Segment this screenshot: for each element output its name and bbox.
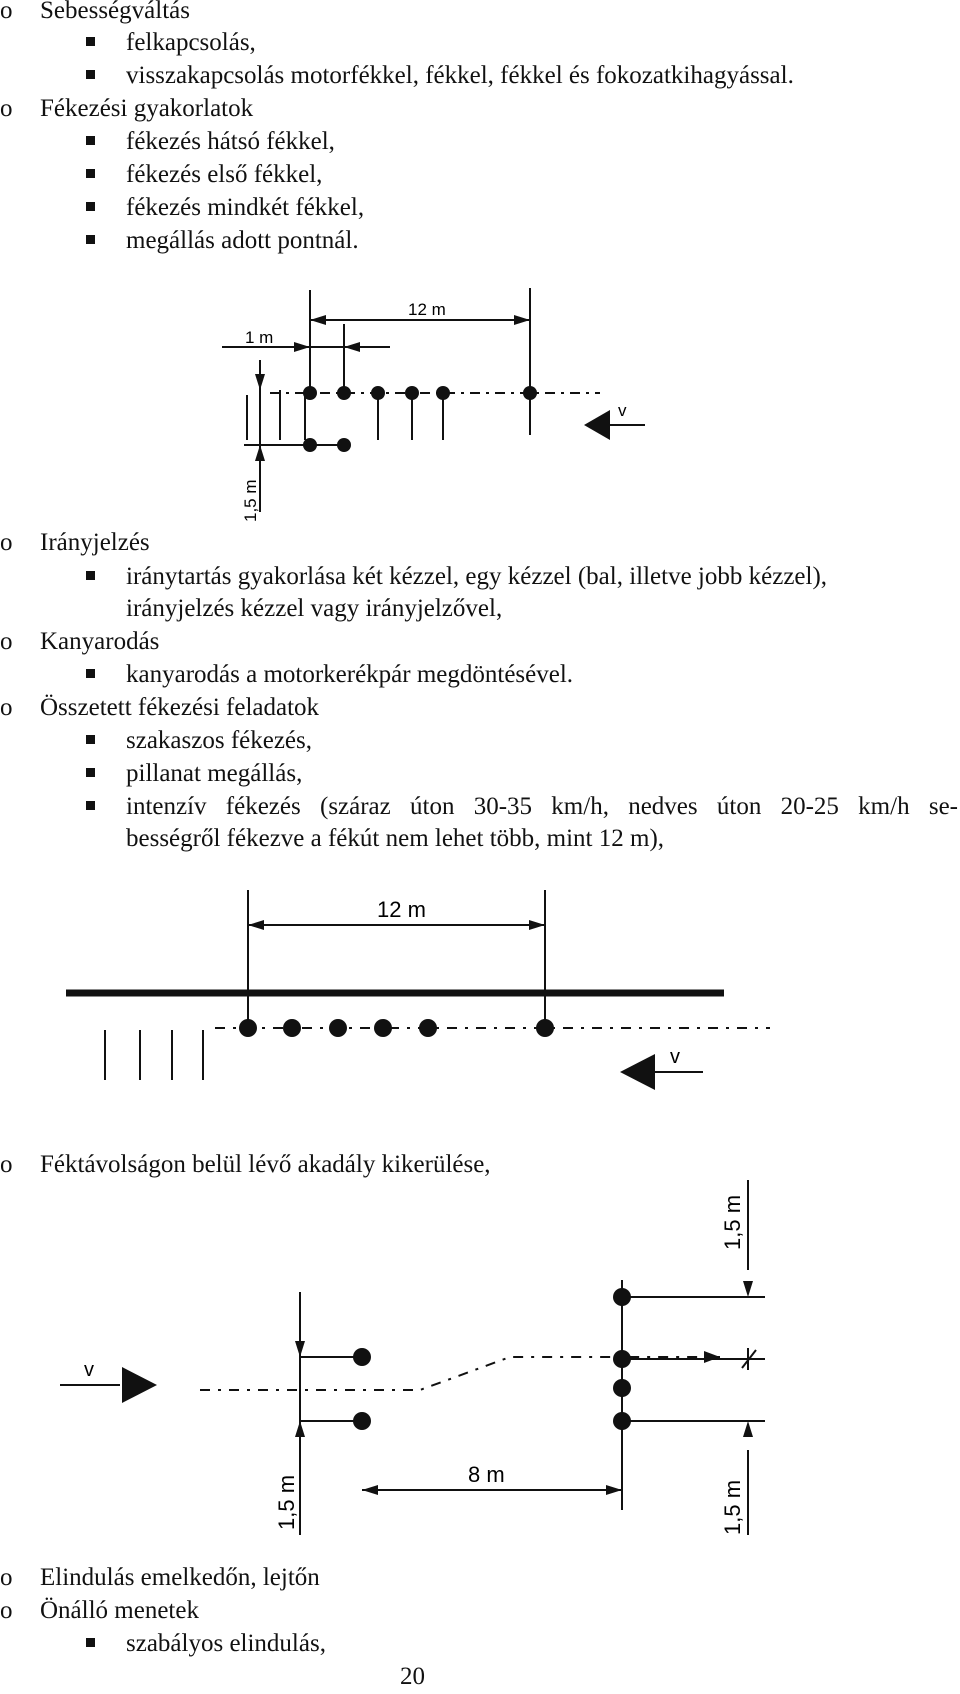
section-heading-kanyarodas: Kanyarodás [40, 628, 160, 655]
square-bullet [86, 768, 95, 777]
section-heading-osszetett-fekezes: Összetett fékezési feladatok [40, 694, 320, 721]
cone-marker [353, 1348, 371, 1366]
cone-marker [283, 1019, 301, 1037]
outline-bullet: o [0, 0, 13, 24]
dimension-label: 1,5 m [274, 1474, 299, 1530]
outline-bullet: o [0, 1564, 13, 1591]
cone-marker [419, 1019, 437, 1037]
outline-bullet: o [0, 694, 13, 721]
outline-bullet: o [0, 1597, 13, 1624]
cone-marker [303, 438, 317, 452]
cone-marker [613, 1288, 631, 1306]
dimension-label: 8 m [468, 1462, 505, 1487]
dimension-label: 12 m [377, 897, 426, 922]
list-item: kanyarodás a motorkerékpár megdöntésével. [126, 661, 574, 688]
section-heading-iranyjelzes: Irányjelzés [40, 529, 150, 556]
dimension-label: 1,5 m [241, 479, 260, 522]
list-item: intenzív fékezés (száraz úton 30-35 km/h, nedves úton 20-25 km/h se- [126, 793, 958, 820]
square-bullet [86, 70, 95, 79]
direction-arrow-icon [122, 1367, 157, 1403]
outline-bullet: o [0, 95, 13, 122]
list-item: felkapcsolás, [126, 29, 256, 56]
cone-marker [613, 1412, 631, 1430]
cone-marker [436, 386, 450, 400]
square-bullet [86, 202, 95, 211]
velocity-label: v [84, 1359, 94, 1381]
cone-marker [353, 1412, 371, 1430]
list-item: megállás adott pontnál. [126, 227, 359, 254]
cone-marker [371, 386, 385, 400]
direction-arrow-icon [620, 1054, 655, 1090]
stop-point-diagram [0, 280, 960, 530]
dimension-label: 1,5 m [720, 1479, 745, 1535]
cone-marker [239, 1019, 257, 1037]
square-bullet [86, 169, 95, 178]
square-bullet [86, 1638, 95, 1647]
list-item: irányjelzés kézzel vagy irányjelzővel, [126, 595, 503, 622]
cone-marker [337, 386, 351, 400]
list-item: fékezés hátsó fékkel, [126, 128, 335, 155]
square-bullet [86, 37, 95, 46]
page-number: 20 [400, 1663, 425, 1690]
outline-bullet: o [0, 628, 13, 655]
path-arrow-icon [704, 1351, 720, 1363]
outline-bullet: o [0, 1151, 13, 1178]
velocity-label: v [670, 1046, 680, 1068]
square-bullet [86, 669, 95, 678]
cone-marker [405, 386, 419, 400]
section-heading-akadaly-kikerulese: Féktávolságon belül lévő akadály kikerülése, [40, 1151, 491, 1178]
cone-marker [613, 1379, 631, 1397]
list-item: pillanat megállás, [126, 760, 303, 787]
velocity-label: v [618, 401, 627, 420]
cone-marker [303, 386, 317, 400]
square-bullet [86, 571, 95, 580]
cone-marker [329, 1019, 347, 1037]
obstacle-avoidance-diagram [0, 1180, 960, 1540]
cone-marker [536, 1019, 554, 1037]
list-item: visszakapcsolás motorfékkel, fékkel, fékkel és fokozatkihagyással. [126, 62, 794, 89]
outline-bullet: o [0, 529, 13, 556]
section-heading-elindulas-emelkedon: Elindulás emelkedőn, lejtőn [40, 1564, 320, 1591]
cone-marker [374, 1019, 392, 1037]
cone-marker [523, 386, 537, 400]
section-heading-onallo-menetek: Önálló menetek [40, 1597, 199, 1624]
section-heading-sebessegvaltas: Sebességváltás [40, 0, 190, 24]
cone-marker [337, 438, 351, 452]
square-bullet [86, 801, 95, 810]
dimension-label: 12 m [408, 300, 446, 319]
dimension-label: 1,5 m [720, 1194, 745, 1250]
square-bullet [86, 136, 95, 145]
square-bullet [86, 235, 95, 244]
dimension-label: 1 m [245, 328, 274, 347]
list-item: szabályos elindulás, [126, 1630, 326, 1657]
direction-arrow-icon [584, 410, 610, 440]
section-heading-fekezesi-gyakorlatok: Fékezési gyakorlatok [40, 95, 254, 122]
list-item: bességről fékezve a fékút nem lehet több, mint 12 m), [126, 825, 665, 852]
list-item: iránytartás gyakorlása két kézzel, egy kézzel (bal, illetve jobb kézzel), [126, 563, 828, 590]
square-bullet [86, 735, 95, 744]
list-item: fékezés mindkét fékkel, [126, 194, 365, 221]
list-item: fékezés első fékkel, [126, 161, 323, 188]
cone-marker [613, 1350, 631, 1368]
brake-zone-diagram [0, 885, 960, 1115]
list-item: szakaszos fékezés, [126, 727, 313, 754]
